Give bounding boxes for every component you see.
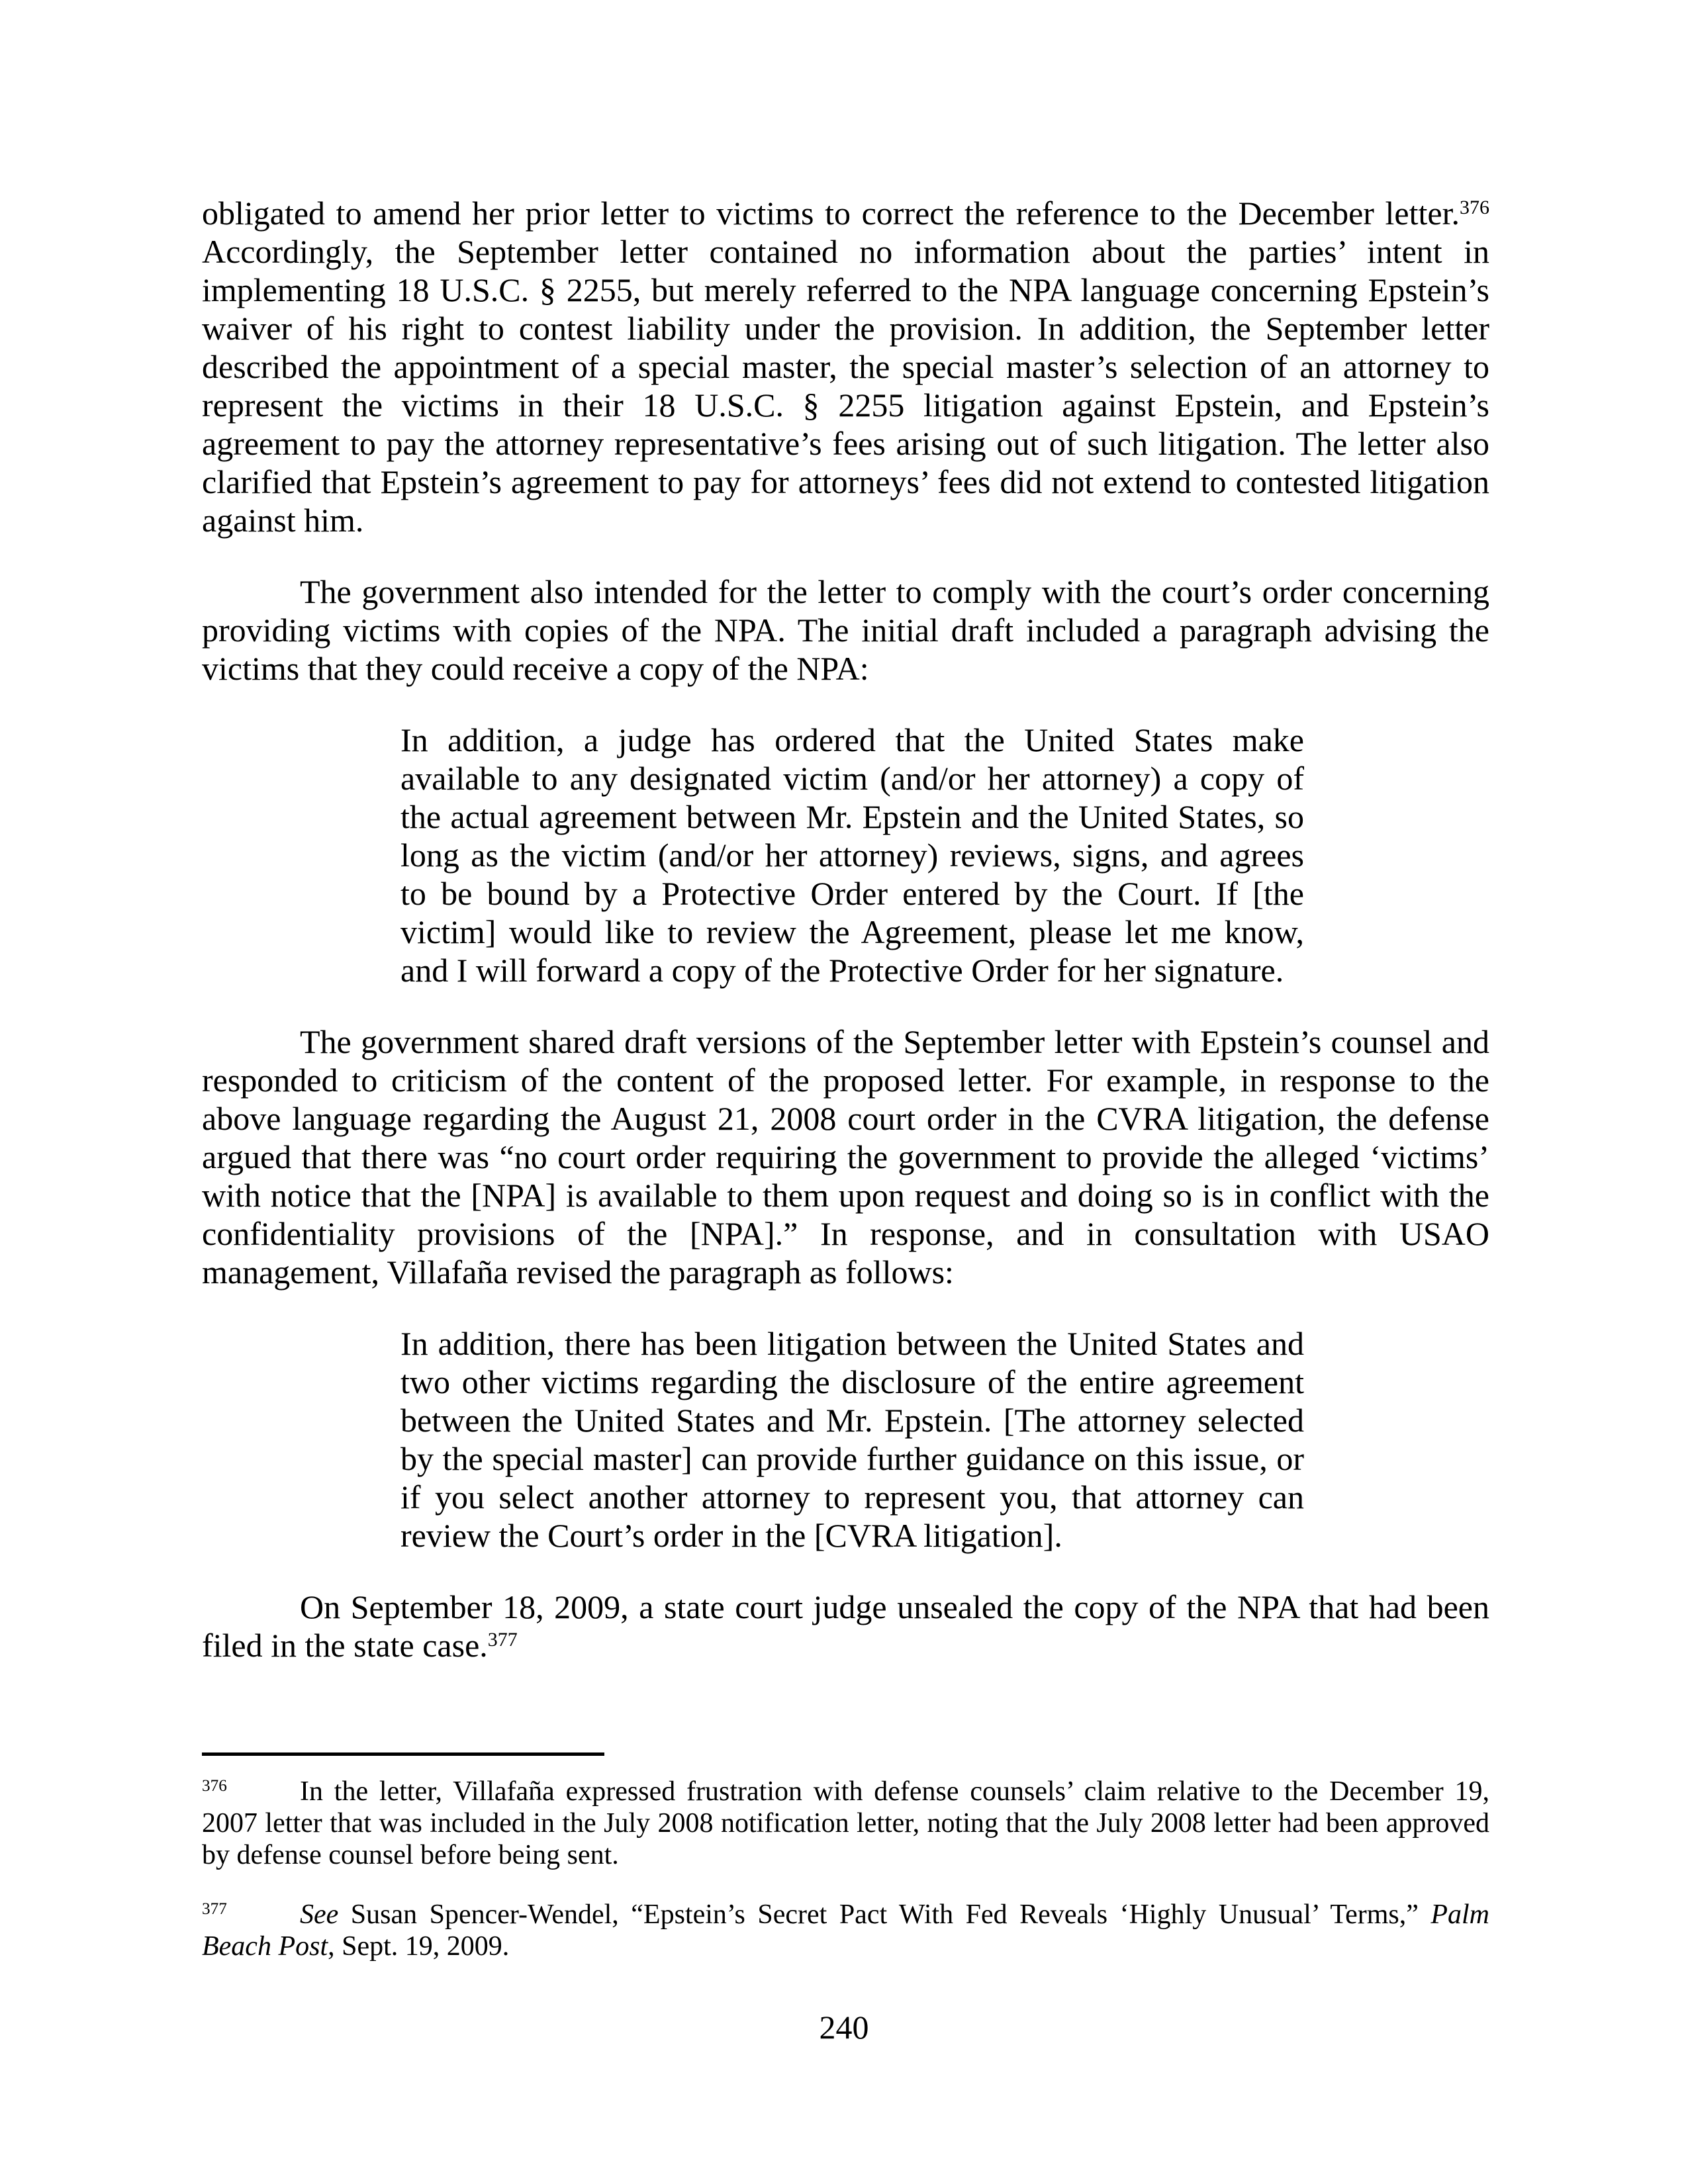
body-paragraph [202, 572, 1489, 688]
page-number: 240 [819, 2009, 869, 2046]
footnote-number: 376 [202, 1777, 227, 1796]
footnote-reference: 376 [1460, 196, 1489, 218]
text-run: In addition, there has been litigation between the United States and two other victims regarding the disclosure of the entire agreement between the United States and Mr. Epstein. [The attorney selected by the special master] can provide further guidance on this issue, or if you select another attorney to represent you, that attorney can review the Court’s order in the [CVRA litigation]. [400, 1325, 1304, 1554]
body-paragraph [202, 1023, 1489, 1291]
footnote-reference: 377 [487, 1628, 518, 1651]
body-paragraph [202, 1588, 1489, 1664]
body-paragraph [202, 194, 1489, 539]
footnote-separator-rule [202, 1752, 604, 1756]
text-run: The government also intended for the letter to comply with the court’s order concerning providing victims with copies of the NPA. The initial draft included a paragraph advising the victims that they could receive a copy of the NPA: [202, 573, 1489, 687]
footnote-section [202, 1752, 1489, 1990]
text-run: On September 18, 2009, a state court judge unsealed the copy of the NPA that had been filed in the state case. [202, 1588, 1489, 1664]
blockquote [400, 1324, 1304, 1555]
italic-text: Palm Beach Post [202, 1899, 1489, 1962]
text-run: Susan Spencer-Wendel, “Epstein’s Secret Pact With Fed Reveals ‘Highly Unusual’ Terms,” [338, 1899, 1431, 1930]
footnote [202, 1899, 1489, 1962]
text-run: The government shared draft versions of the September letter with Epstein’s counsel and responded to criticism of the content of the proposed letter. For example, in response to the above language regarding the August 21, 2008 court order in the CVRA litigation, the defense argued that there was “no court order requiring the government to provide the alleged ‘victims’ with notice that the [NPA] is available to them upon request and doing so is in conflict with the confidentiality provisions of the [NPA].” In response, and in consultation with USAO management, Villafaña revised the paragraph as follows: [202, 1023, 1489, 1291]
text-run: In the letter, Villafaña expressed frustration with defense counsels’ claim relative to the December 19, 2007 letter that was included in the July 2008 notification letter, noting that the July 2008 letter had been approved by defense counsel before being sent. [202, 1776, 1489, 1870]
italic-text: See [300, 1899, 339, 1930]
text-run: , Sept. 19, 2009. [328, 1931, 510, 1962]
text-run: obligated to amend her prior letter to victims to correct the reference to the December letter. [202, 195, 1460, 232]
footnote-number: 377 [202, 1900, 227, 1919]
footnote [202, 1776, 1489, 1871]
text-run: In addition, a judge has ordered that the United States make available to any designated victim (and/or her attorney) a copy of the actual agreement between Mr. Epstein and the United States, so long as the victim (and/or her attorney) reviews, signs, and agrees to be bound by a Protective Order entered by the Court. If [the victim] would like to review the Agreement, please let me know, and I will forward a copy of the Protective Order for her signature. [400, 721, 1304, 989]
blockquote [400, 721, 1304, 989]
footnote-list [202, 1776, 1489, 1962]
text-run: Accordingly, the September letter contained no information about the parties’ intent in implementing 18 U.S.C. § 2255, but merely referred to the NPA language concerning Epstein’s waiver of his right to contest liability under the provision. In addition, the September letter described the appointment of a special master, the special master’s selection of an attorney to represent the victims in their 18 U.S.C. § 2255 litigation against Epstein, and Epstein’s agreement to pay the attorney representative’s fees arising out of such litigation. The letter also clarified that Epstein’s agreement to pay for attorneys’ fees did not extend to contested litigation against him. [202, 233, 1489, 539]
document-body [202, 194, 1489, 1698]
